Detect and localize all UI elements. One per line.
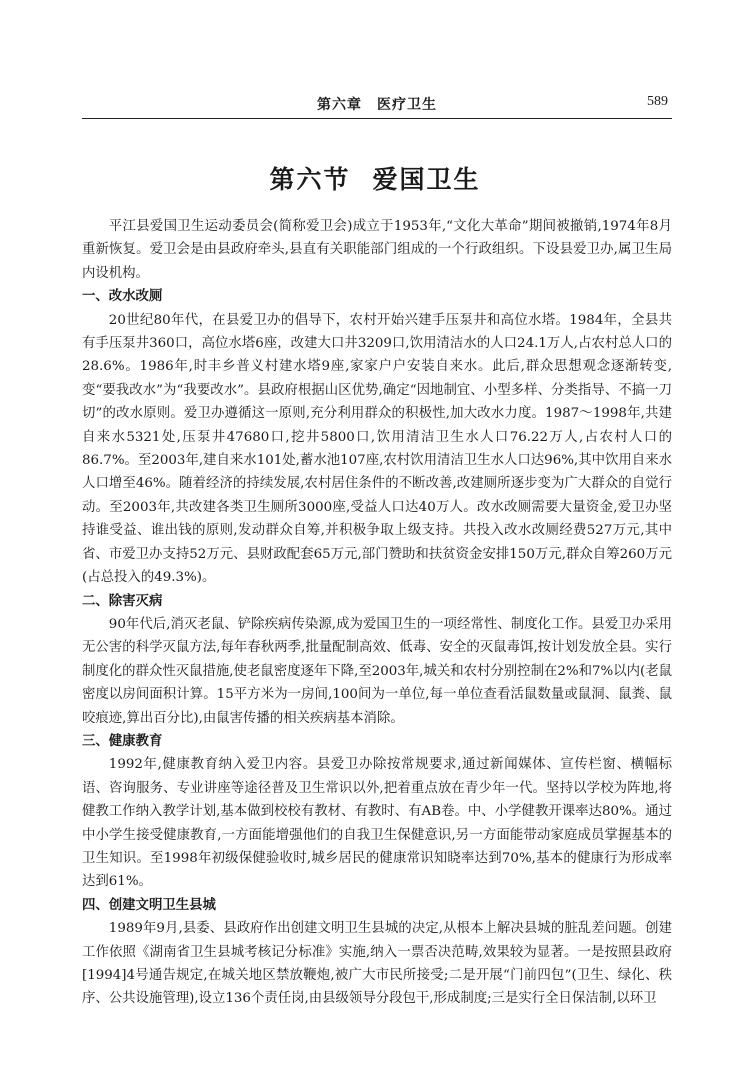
- paragraph-water-toilet: 20世纪80年代，在县爱卫办的倡导下，农村开始兴建手压泵井和高位水塔。1984年，全县共有手压泵井360口，高位水塔6座，改建大口井3209口,饮用清洁水的人口24.1万人,占农村总人口的28.6%。1986年,时丰乡普义村建水塔9座,家家户户安装自来水。此后,群众思想观念逐渐转变,变“要我改水”为“我要改水”。县政府根据山区优势,确定“因地制宜、小型多样、分类指导、不搞一刀切”的改水原则。爱卫办遵循这一原则,充分利用群众的积极性,加大改水力度。1987～1998年,共建自来水5321处,压泵井47680口,挖井5800口,饮用清洁卫生水人口76.22万人,占农村人口的86.7%。至2003年,建自来水101处,蓄水池107座,农村饮用清洁卫生水人口达96%,其中饮用自来水人口增至46%。随着经济的持续发展,农村居住条件的不断改善,改建厕所逐步变为广大群众的自觉行动。至2003年,共改建各类卫生厕所3000座,受益人口达40万人。改水改厕需要大量资金,爱卫办坚持谁受益、谁出钱的原则,发动群众自筹,并积极争取上级支持。共投入改水改厕经费527万元,其中省、市爱卫办支持52万元、县财政配套65万元,部门赞助和扶贫资金安排150万元,群众自筹260万元(占总投入的49.3%)。: [82, 312, 672, 586]
- running-head: [82, 92, 672, 119]
- section-name: 爱国卫生: [372, 165, 481, 194]
- heading-health-education: 三、健康教育: [82, 733, 163, 749]
- paragraph-civilized-county: 1989年9月,县委、县政府作出创建文明卫生县城的决定,从根本上解决县城的脏乱差问题。创建工作依照《湖南省卫生县城考核记分标准》实施,纳入一票否决范畴,效果较为显著。一是按照县政府[1994]4号通告规定,在城关地区禁放鞭炮,被广大市民所接受;二是开展“门前四包”(卫生、绿化、秩序、公共设施管理),设立136个责任岗,由县级领导分段包干,形成制度;三是实行全日保洁制,以环卫: [82, 921, 672, 1007]
- heading-pest-control: 二、除害灭病: [82, 593, 163, 609]
- paragraph-health-education: 1992年,健康教育纳入爱卫内容。县爱卫办除按常规要求,通过新闻媒体、宣传栏窗、横幅标语、咨询服务、专业讲座等途径普及卫生常识以外,把着重点放在青少年一代。坚持以学校为阵地,将健教工作纳入教学计划,基本做到校校有教材、有教时、有AB卷。中、小学健教开课率达80%。通过中小学生接受健康教育,一方面能增强他们的自我卫生保健意识,另一方面能带动家庭成员掌握基本的卫生知识。至1998年初级保健验收时,城乡居民的健康常识知晓率达到70%,基本的健康行为形成率达到61%。: [82, 757, 672, 890]
- section-title: [0, 160, 750, 196]
- section-number: 第六节: [269, 165, 351, 194]
- paragraph-pest-control: 90年代后,消灭老鼠、铲除疾病传染源,成为爱国卫生的一项经常性、制度化工作。县爱卫办采用无公害的科学灭鼠方法,每年春秋两季,批量配制高效、低毒、安全的灭鼠毒饵,按计划发放全县。实行制度化的群众性灭鼠措施,使老鼠密度逐年下降,至2003年,城关和农村分别控制在2%和7%以内(老鼠密度以房间面积计算。15平方米为一房间,100间为一单位,每一单位查看活鼠数量或鼠洞、鼠粪、鼠咬痕迹,算出百分比),由鼠害传播的相关疾病基本消除。: [82, 616, 673, 726]
- intro-paragraph: 平江县爱国卫生运动委员会(简称爱卫会)成立于1953年,“文化大革命”期间被撤销,1974年8月重新恢复。爱卫会是由县政府牵头,县直有关职能部门组成的一个行政组织。下设县爱卫办,属卫生局内设机构。: [82, 219, 672, 281]
- heading-water-toilet: 一、改水改厕: [82, 289, 163, 305]
- body-text: [82, 215, 672, 1011]
- heading-civilized-county: 四、创建文明卫生县城: [82, 897, 216, 913]
- page-number: 589: [647, 94, 668, 109]
- chapter-label: 第六章 医疗卫生: [317, 97, 437, 113]
